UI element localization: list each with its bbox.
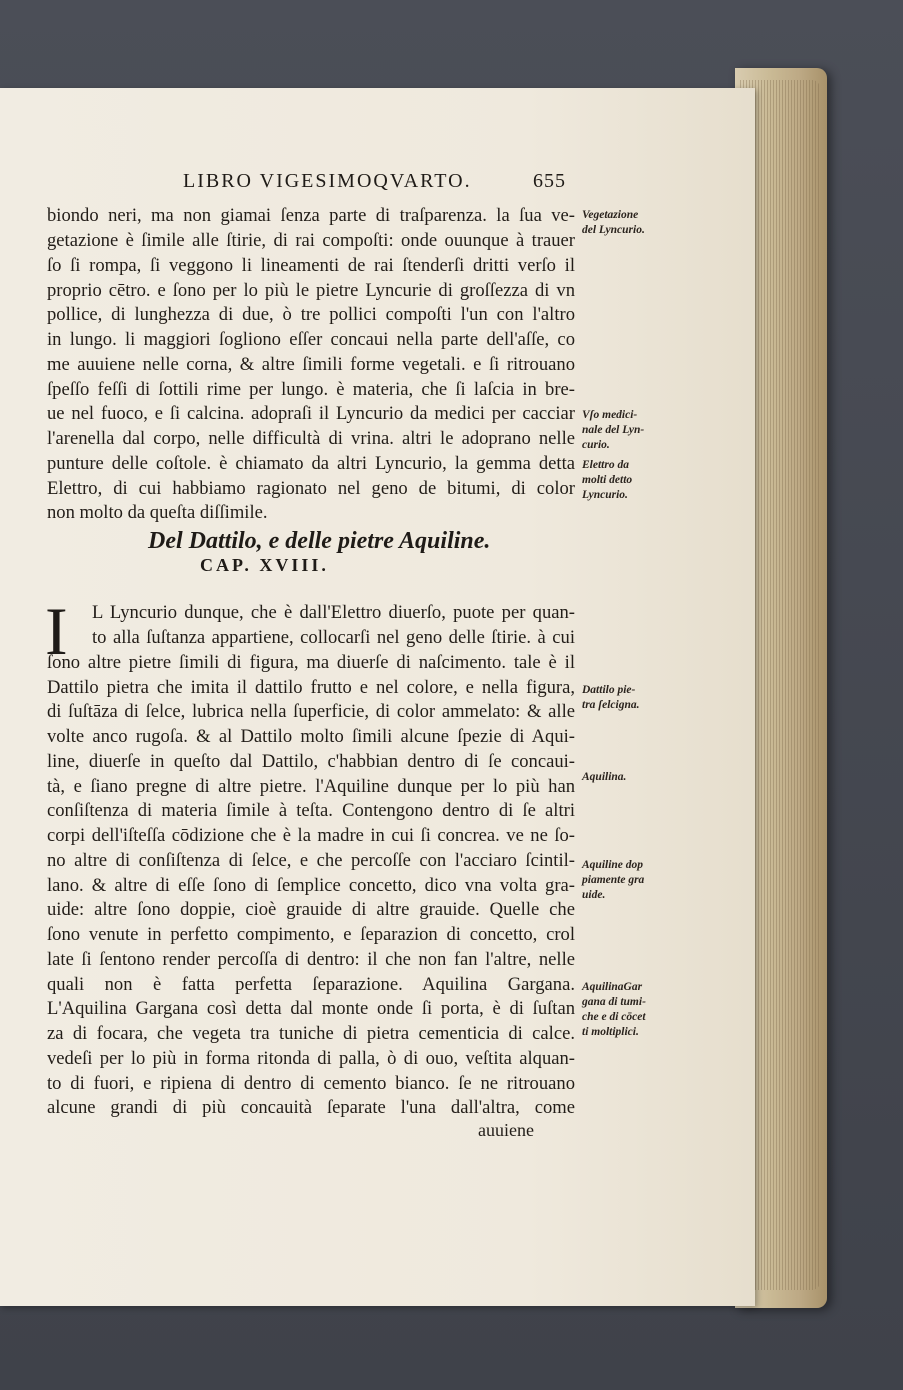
margin-note-aquiline-doppie (582, 858, 677, 903)
margin-note-line: tra ſelcigna. (582, 699, 640, 711)
text-line: non molto da queſta diſſimile. (47, 502, 268, 523)
margin-note-line: piamente gra (582, 874, 645, 886)
margin-note-elettro (582, 458, 677, 503)
margin-note-line: AquilinaGar (582, 981, 643, 993)
margin-note-line: Lyncurio. (582, 489, 628, 501)
margin-note-uso-medicinale (582, 408, 677, 453)
text-line: punture delle coſtole. è chiamato da altri Lyncurio, la gemma detta (47, 453, 575, 474)
drop-cap: I (45, 593, 68, 669)
text-line: L Lyncurio dunque, che è dall'Elettro diuerſo, puote per quan- (92, 602, 575, 623)
text-line: di ſuſtāza di ſelce, lubrica nella ſuperficie, di color ammelato: & alle (47, 701, 575, 722)
text-line: ſpeſſo feſſi di ſottili rime per lungo. è materia, che ſi laſcia in bre- (47, 379, 575, 400)
chapter-title: Del Dattilo, e delle pietre Aquiline. (148, 528, 491, 554)
text-line: uide: altre ſono doppie, cioè grauide di altre grauide. Quelle che (47, 899, 575, 920)
text-line: no altre di conſiſtenza di ſelce, e che percoſſe con l'acciaro ſcintil- (47, 850, 575, 871)
chapter-number: CAP. XVIII. (200, 555, 329, 575)
text-line: tà, e ſiano pregne di altre pietre. l'Aquiline dunque per lo più han (47, 776, 575, 797)
text-line: me auuiene nelle corna, & altre ſimili forme vegetali. e ſi ritrouano (47, 354, 575, 375)
text-line: conſiſtenza di materia ſimile à teſta. Contengono dentro di ſe altri (47, 800, 575, 821)
text-line: ſono venute in perfetto compimento, e ſeparazion di concetto, crol (47, 924, 575, 945)
text-line: quali non è fatta perfetta ſeparazione. Aquilina Gargana. (47, 974, 575, 995)
text-line: proprio cētro. e ſono per lo più le pietre Lyncurie di groſſezza di vn (47, 280, 575, 301)
margin-note-line: nale del Lyn- (582, 424, 645, 436)
margin-note-line: gana di tumi- (582, 996, 646, 1008)
text-line: late ſi ſentono render percoſſa di dentro: il che non fan l'altre, nelle (47, 949, 575, 970)
text-line: za di focara, che vegeta tra tuniche di pietra cementicia di calce. (47, 1023, 575, 1044)
text-line: Dattilo pietra che imita il dattilo frutto e nel colore, e nella figura, (47, 677, 575, 698)
catchword: auuiene (478, 1120, 534, 1140)
text-line: ſono altre pietre ſimili di figura, ma diuerſe di naſcimento. tale è il (47, 652, 575, 673)
text-line: to alla ſuſtanza appartiene, collocarſi nel geno delle ſtirie. à cui (92, 627, 575, 648)
text-line: in lungo. li maggiori ſogliono eſſer concaui nella parte dell'aſſe, co (47, 329, 575, 350)
margin-note-line: Vegetazione (582, 209, 639, 221)
margin-note-line: curio. (582, 439, 610, 451)
text-line: to di fuori, e ripiena di dentro di cemento bianco. ſe ne ritrouano (47, 1073, 575, 1094)
margin-note-vegetazione (582, 208, 677, 238)
text-line: l'arenella dal corpo, nelle difficultà di vrina. altri le adoprano nelle (47, 428, 575, 449)
margin-note-line: molti detto (582, 474, 633, 486)
text-line: L'Aquilina Gargana così detta dal monte onde ſi porta, è di ſuſtan (47, 998, 575, 1019)
text-line: Elettro, di cui habbiamo ragionato nel geno de bitumi, di color (47, 478, 575, 499)
margin-note-line: ti moltiplici. (582, 1026, 639, 1038)
margin-note-aquilina-gargana (582, 980, 677, 1040)
running-header (183, 170, 583, 193)
text-line: volte anco rugoſa. & al Dattilo molto ſimili alcune ſpezie di Aqui- (47, 726, 575, 747)
margin-note-line: uide. (582, 889, 606, 901)
text-line: alcune grandi di più concauità ſeparate l'una dall'altra, come (47, 1097, 575, 1118)
text-line: lano. & altre di eſſe ſono di ſemplice concetto, dico vna volta gra- (47, 875, 575, 896)
text-line: corpi dell'iſteſſa cōdizione che è la madre in cui ſi concrea. ve ne ſo- (47, 825, 575, 846)
page-number: 655 (533, 170, 566, 192)
margin-note-line: Dattilo pie- (582, 684, 636, 696)
margin-note-aquilina (582, 770, 677, 785)
margin-note-line: Vſo medici- (582, 409, 638, 421)
text-line: ſo ſi rompa, ſi veggono li lineamenti de rai ſtenderſi dritti verſo il (47, 255, 575, 276)
margin-note-line: del Lyncurio. (582, 224, 645, 236)
margin-note-dattilo (582, 683, 677, 713)
margin-note-line: Aquilina. (582, 771, 627, 783)
text-line: getazione è ſimile alle ſtirie, di rai compoſti: onde ouunque à trauer (47, 230, 575, 251)
margin-note-line: che e di cōcet (582, 1011, 646, 1023)
margin-note-line: Elettro da (582, 459, 629, 471)
text-line: ue nel fuoco, e ſi calcina. adopraſi il Lyncurio da medici per cacciar (47, 403, 575, 424)
text-line: vedeſi per lo più in forma ritonda di palla, ò di ouo, veſtita alquan- (47, 1048, 575, 1069)
text-line: line, diuerſe in queſto dal Dattilo, c'habbian dentro di ſe concaui- (47, 751, 575, 772)
running-head-title: LIBRO VIGESIMOQVARTO. (183, 170, 472, 192)
text-line: biondo neri, ma non giamai ſenza parte di traſparenza. la ſua ve- (47, 205, 575, 226)
margin-note-line: Aquiline dop (582, 859, 644, 871)
text-line: pollice, di lunghezza di due, ò tre pollici compoſti l'un con l'altro (47, 304, 575, 325)
